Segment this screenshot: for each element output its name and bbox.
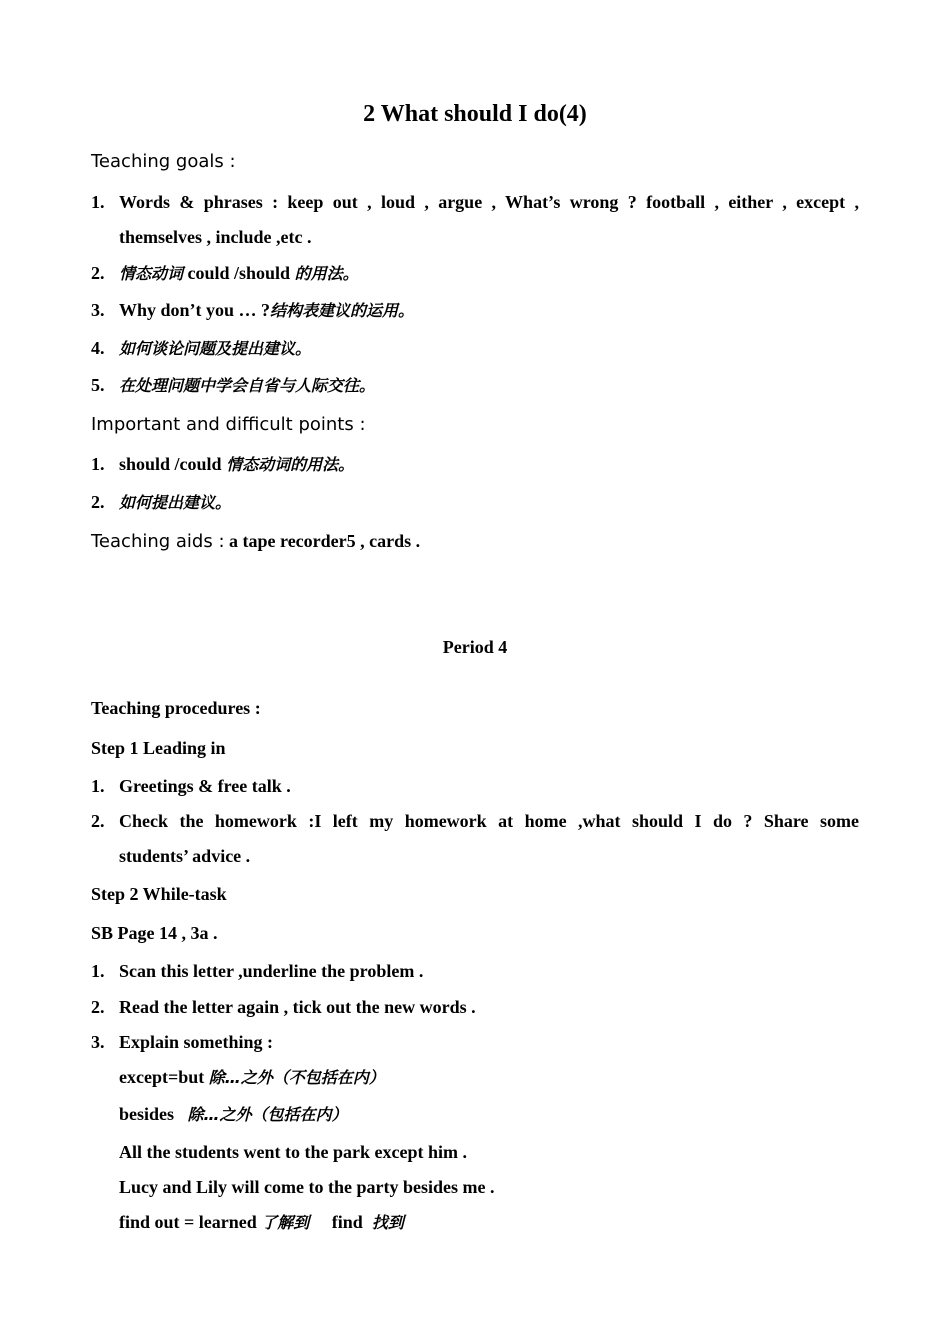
point-number: 2.	[91, 492, 105, 512]
aids-text: a tape recorder5 , cards .	[224, 531, 421, 551]
point-cn: 如何提出建议。	[119, 493, 232, 512]
explain-except	[119, 1065, 385, 1090]
example-sentence: Lucy and Lily will come to the party besides me .	[119, 1177, 495, 1197]
step2-text: Read the letter again , tick out the new words .	[119, 997, 476, 1017]
goal-en: Why don’t you … ?	[119, 300, 271, 320]
explain-except-en: except=but	[119, 1067, 209, 1087]
explain-find2-en: find	[309, 1212, 372, 1232]
goal-cn: 结构表建议的运用。	[270, 301, 415, 320]
points-heading: Important and difficult points :	[91, 414, 366, 435]
goal-number: 4.	[91, 338, 105, 358]
point-cn: 情态动词的用法。	[226, 455, 355, 474]
explain-find2-cn: 找到	[371, 1213, 404, 1232]
step1-number: 1.	[91, 776, 105, 796]
explain-besides-cn: 除…之外（包括在内）	[187, 1105, 348, 1124]
goal-text-line1: Words & phrases : keep out , loud , argue , What’s wrong ? football , either , except ,	[119, 192, 859, 212]
step1-text-line1: Check the homework :I left my homework at home ,what should I do ? Share some	[119, 811, 859, 831]
step2-number: 3.	[91, 1032, 105, 1052]
explain-find-cn: 了解到	[261, 1213, 310, 1232]
goal-number: 5.	[91, 375, 105, 395]
explain-except-cn: 除…之外（不包括在内）	[208, 1068, 385, 1087]
step2-heading: Step 2 While-task	[91, 884, 227, 904]
step1-heading: Step 1 Leading in	[91, 738, 226, 758]
goal-text	[119, 261, 359, 286]
goal-number: 2.	[91, 263, 105, 283]
goal-text-line2: themselves , include ,etc .	[119, 227, 312, 247]
goal-text	[119, 336, 311, 361]
step2-number: 2.	[91, 997, 105, 1017]
goal-text	[119, 298, 414, 323]
point-text	[119, 452, 354, 477]
explain-find	[119, 1210, 404, 1235]
point-text	[119, 490, 231, 515]
goal-en: could /should	[183, 263, 295, 283]
aids-line	[91, 529, 420, 554]
sb-page-line: SB Page 14 , 3a .	[91, 923, 218, 943]
goal-cn-a: 情态动词	[119, 264, 184, 283]
step1-text-line2: students’ advice .	[119, 846, 251, 866]
goals-heading: Teaching goals :	[91, 151, 236, 172]
step2-number: 1.	[91, 961, 105, 981]
page-title: 2 What should I do(4)	[363, 101, 587, 127]
goal-cn: 在处理问题中学会自省与人际交往。	[119, 376, 376, 395]
step1-number: 2.	[91, 811, 105, 831]
point-number: 1.	[91, 454, 105, 474]
goal-number: 3.	[91, 300, 105, 320]
example-sentence: All the students went to the park except him .	[119, 1142, 467, 1162]
goal-number: 1.	[91, 192, 105, 212]
explain-besides	[119, 1102, 348, 1127]
step1-text: Greetings & free talk .	[119, 776, 291, 796]
point-en: should /could	[119, 454, 227, 474]
procedures-heading: Teaching procedures :	[91, 698, 261, 718]
step2-text: Explain something :	[119, 1032, 274, 1052]
explain-find-en: find out = learned	[119, 1212, 262, 1232]
period-title: Period 4	[442, 637, 508, 657]
explain-besides-en: besides	[119, 1104, 188, 1124]
aids-heading: Teaching aids :	[91, 531, 225, 552]
step2-text: Scan this letter ,underline the problem .	[119, 961, 424, 981]
goal-cn-b: 的用法。	[294, 264, 359, 283]
goal-text	[119, 373, 375, 398]
goal-cn: 如何谈论问题及提出建议。	[119, 339, 312, 358]
